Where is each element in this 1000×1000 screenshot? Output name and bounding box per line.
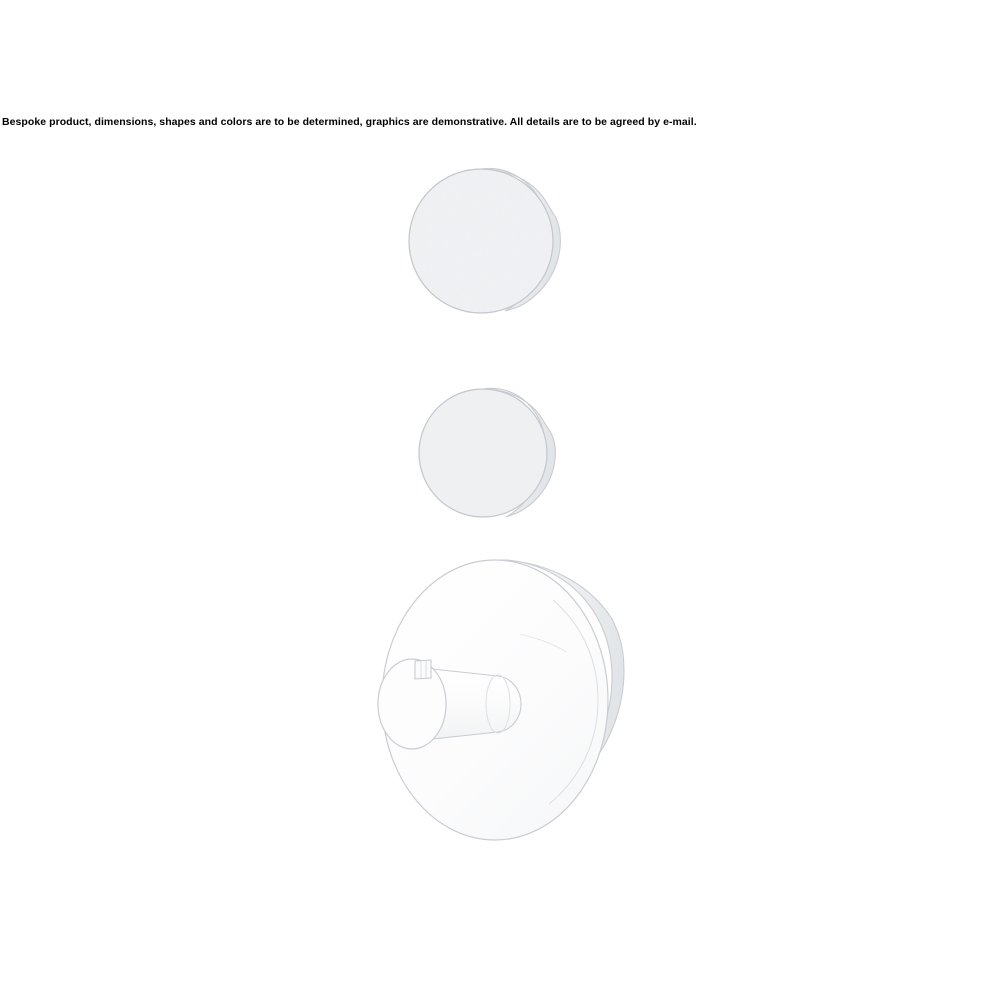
plate-rim — [495, 560, 624, 819]
knob-top-rim-highlight — [541, 214, 551, 260]
knob-middle-rim — [483, 388, 555, 517]
handle-joint — [486, 675, 510, 733]
plate-inner-contour — [549, 600, 598, 804]
plate-face — [382, 560, 608, 840]
figure-knob-middle — [419, 388, 555, 517]
handle-indicator-grooves — [421, 661, 426, 678]
knob-top-face — [409, 169, 553, 313]
figure-thermostat-plate — [378, 560, 624, 840]
disclaimer-text: Bespoke product, dimensions, shapes and colors are to be determined, graphics are demonstrative. All details are to be agreed by e-mail. — [2, 116, 697, 128]
handle-barrel — [432, 669, 521, 739]
handle-indicator-tab — [415, 660, 431, 679]
knob-top-rim — [481, 168, 560, 311]
plate-highlight — [520, 634, 566, 652]
knob-middle-face-outline — [419, 389, 547, 517]
handle-end-cap — [378, 659, 446, 749]
figure-knob-top — [409, 168, 560, 313]
knob-middle-face — [419, 389, 547, 517]
knob-top-face-outline — [409, 169, 553, 313]
knob-middle-rim-highlight — [538, 428, 547, 469]
